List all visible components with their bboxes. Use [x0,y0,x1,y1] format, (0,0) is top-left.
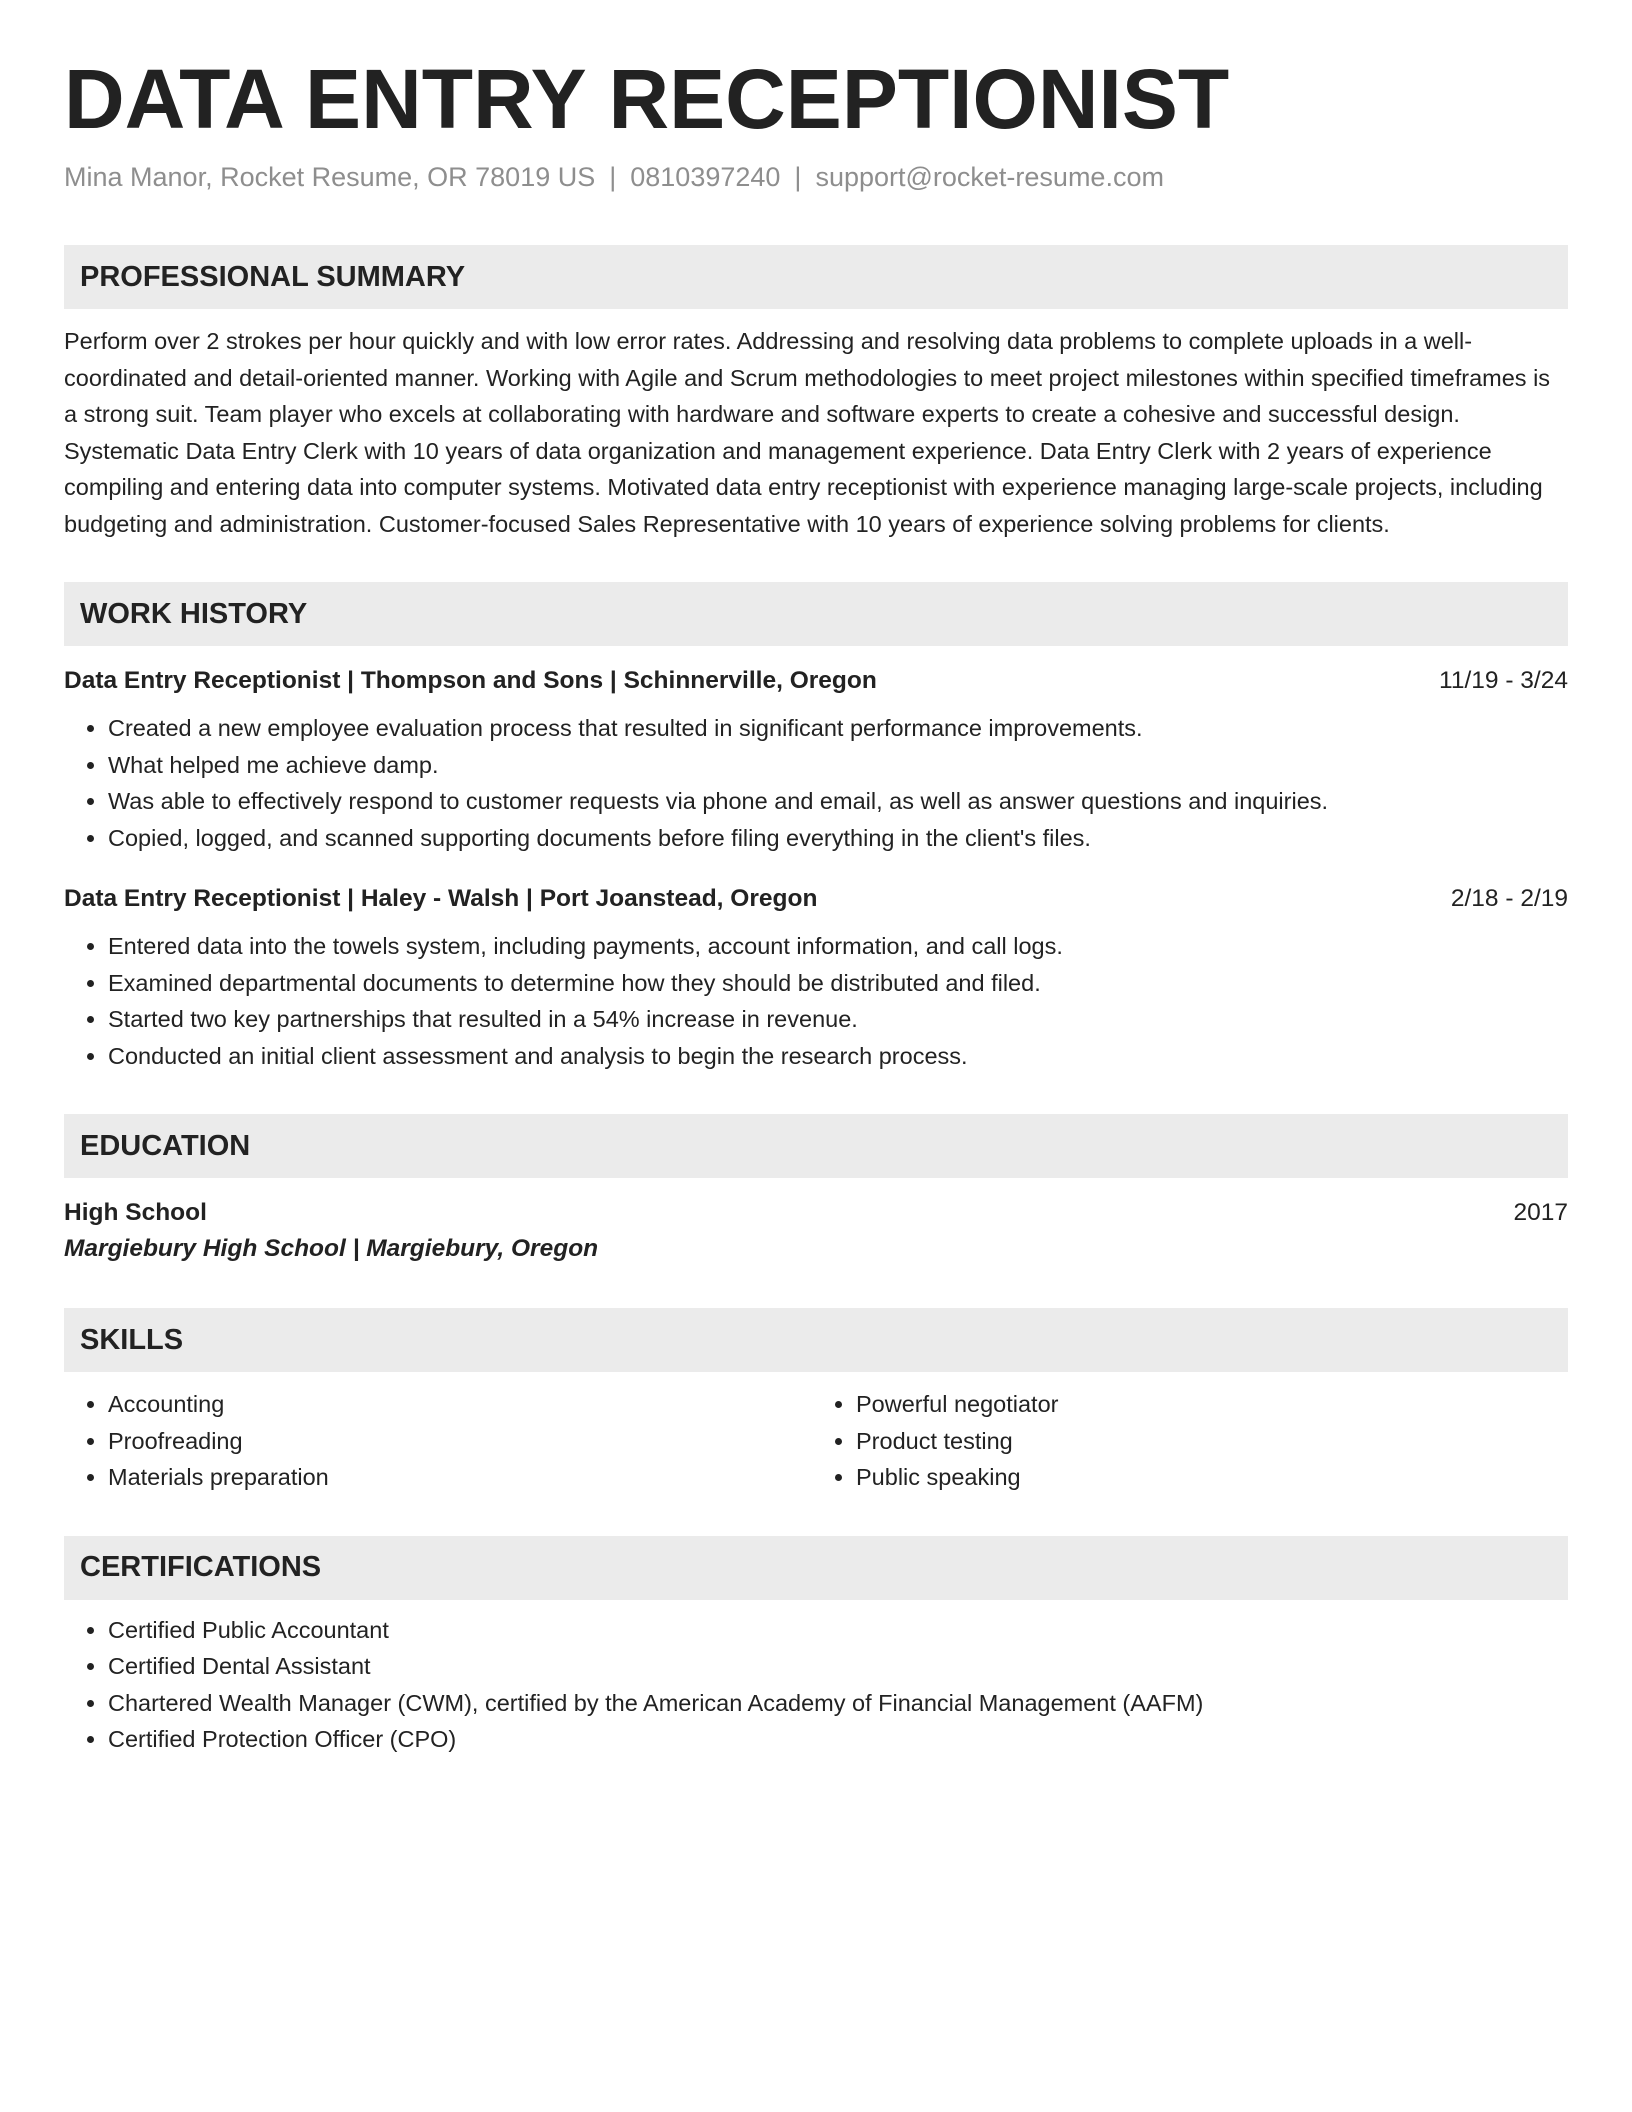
job-bullet: • Was able to effectively respond to customer requests via phone and email, as well as answer questions and inquiries. [108,783,1568,820]
contact-email: support@rocket-resume.com [815,162,1164,193]
job-dates: 2/18 - 2/19 [1450,885,1568,913]
skill-item: • Accounting [108,1386,816,1423]
job-dates: 11/19 - 3/24 [1439,667,1568,695]
certification-item: • Certified Public Accountant [108,1612,1568,1649]
skill-item: • Proofreading [108,1423,816,1460]
contact-separator: | [609,162,617,193]
job-header [64,664,1568,698]
section-header-skills: SKILLS [64,1308,1568,1372]
job-bullet: • Created a new employee evaluation process that resulted in significant performance improvements. [108,710,1568,747]
job-bullet-list [64,928,1568,1074]
education-header [64,1196,1568,1230]
summary-paragraph: Perform over 2 strokes per hour quickly and with low error rates. Addressing and resolving data problems to complete uploads in a well-coordinated and detail-oriented manner. Working with Agile and Scrum methodologies to meet project milestones within specified timeframes is a strong suit. Team player who excels at collaborating with hardware and software experts to create a cohesive and successful design. Systematic Data Entry Clerk with 10 years of data organization and management experience. Data Entry Clerk with 2 years of experience compiling and entering data into computer systems. Motivated data entry receptionist with experience managing large-scale projects, including budgeting and administration. Customer-focused Sales Representative with 10 years of experience solving problems for clients. [64,328,1551,537]
certification-item: • Certified Protection Officer (CPO) [108,1721,1568,1758]
skill-item: • Product testing [856,1423,1568,1460]
certification-item: • Certified Dental Assistant [108,1648,1568,1685]
certifications-list [64,1612,1568,1758]
skill-item: • Public speaking [856,1459,1568,1496]
skills-list-right [816,1386,1568,1496]
section-header-certifications: CERTIFICATIONS [64,1536,1568,1600]
section-header-work-history: WORK HISTORY [64,582,1568,646]
job-entry [64,664,1568,856]
job-title: Data Entry Receptionist | Haley - Walsh | Port Joanstead, Oregon [64,885,818,913]
contact-line [64,160,1568,195]
job-entry [64,882,1568,1074]
skill-item: • Materials preparation [108,1459,816,1496]
section-header-summary: PROFESSIONAL SUMMARY [64,245,1568,309]
certification-item: • Chartered Wealth Manager (CWM), certified by the American Academy of Financial Management (AAFM) [108,1685,1568,1722]
skill-item: • Powerful negotiator [856,1386,1568,1423]
skills-list-left [64,1386,816,1496]
contact-separator: | [794,162,802,193]
job-header [64,882,1568,916]
job-bullet: • Examined departmental documents to determine how they should be distributed and filed. [108,965,1568,1002]
education-school: Margiebury High School | Margiebury, Oregon [64,1235,599,1263]
skills-columns [64,1386,1568,1496]
education-year: 2017 [1513,1199,1568,1227]
job-bullet: • Entered data into the towels system, including payments, account information, and call logs. [108,928,1568,965]
resume-name-heading: DATA ENTRY RECEPTIONIST [64,52,1230,146]
education-degree: High School [64,1199,207,1227]
job-title: Data Entry Receptionist | Thompson and Sons | Schinnerville, Oregon [64,667,877,695]
job-bullet: • What helped me achieve damp. [108,747,1568,784]
job-bullet: • Started two key partnerships that resulted in a 54% increase in revenue. [108,1001,1568,1038]
contact-phone: 0810397240 [630,162,781,193]
contact-address: Mina Manor, Rocket Resume, OR 78019 US [64,162,596,193]
job-bullet: • Conducted an initial client assessment and analysis to begin the research process. [108,1038,1568,1075]
job-bullet: • Copied, logged, and scanned supporting documents before filing everything in the client's files. [108,820,1568,857]
job-bullet-list [64,710,1568,856]
section-header-education: EDUCATION [64,1114,1568,1178]
